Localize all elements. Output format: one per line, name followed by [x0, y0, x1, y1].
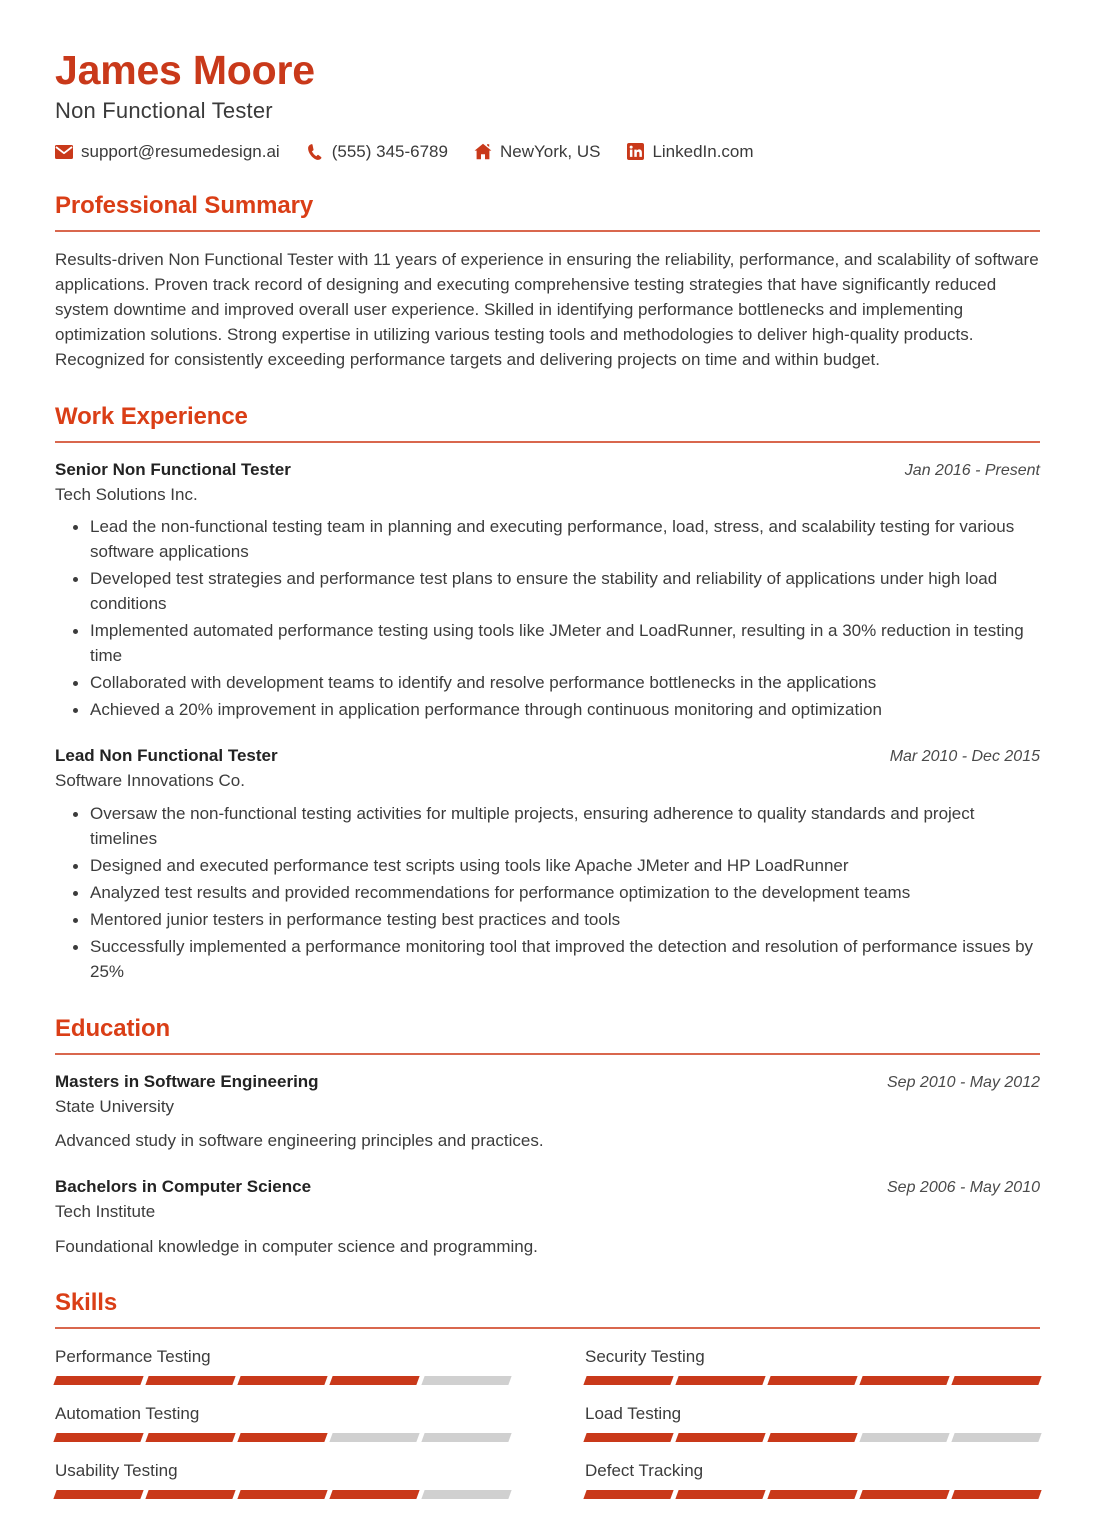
education-entry-head [55, 1071, 1040, 1094]
linkedin-icon [626, 143, 644, 161]
contact-phone-text: (555) 345-6789 [331, 141, 448, 161]
candidate-name: James Moore [55, 47, 315, 93]
list-item: Analyzed test results and provided recommendations for performance optimization to the development teams [55, 881, 1040, 906]
list-item: Oversaw the non-functional testing activities for multiple projects, ensuring adherence to quality standards and project timelines [55, 802, 1040, 852]
skill-segment [767, 1490, 857, 1499]
skill-name: Performance Testing [55, 1347, 211, 1367]
skill-name: Load Testing [585, 1403, 682, 1423]
experience-role: Senior Non Functional Tester [55, 459, 291, 479]
skill-segment [53, 1490, 143, 1499]
list-item: Implemented automated performance testing using tools like JMeter and LoadRunner, resulting in a 30% reduction in testing time [55, 619, 1040, 669]
contact-linkedin[interactable] [626, 142, 753, 162]
section-skills [55, 1289, 1040, 1515]
experience-dates: Mar 2010 - Dec 2015 [889, 748, 1040, 766]
education-entry-head [55, 1176, 1040, 1199]
contact-row [55, 142, 1040, 162]
skill-segment [421, 1433, 511, 1442]
skill-segment [859, 1490, 949, 1499]
experience-company: Software Innovations Co. [55, 771, 245, 791]
section-title-summary: Professional Summary [55, 191, 314, 219]
list-item: Mentored junior testers in performance testing best practices and tools [55, 908, 1040, 933]
contact-location-text: NewYork, US [499, 141, 601, 161]
phone-icon [306, 143, 324, 161]
skill-segment [583, 1433, 673, 1442]
skill-segment [329, 1433, 419, 1442]
section-divider [55, 441, 1040, 443]
section-work-experience [55, 403, 1040, 985]
skill-rating-bar [585, 1376, 1040, 1385]
skill-segment [237, 1433, 327, 1442]
skill-segment [675, 1376, 765, 1385]
envelope-icon [55, 143, 73, 161]
skill-segment [421, 1376, 511, 1385]
skill-segment [329, 1490, 419, 1499]
experience-entry-head [55, 745, 1040, 768]
skill-segment [53, 1433, 143, 1442]
education-school: State University [55, 1096, 175, 1116]
section-title-experience: Work Experience [55, 402, 248, 430]
skill-rating-bar [585, 1433, 1040, 1442]
contact-linkedin-text: LinkedIn.com [652, 141, 754, 161]
skill-segment [675, 1490, 765, 1499]
skill-segment [583, 1490, 673, 1499]
skill-name: Defect Tracking [585, 1460, 704, 1480]
skill-segment [145, 1376, 235, 1385]
experience-role: Lead Non Functional Tester [55, 746, 278, 766]
resume-header [55, 48, 1040, 162]
skill-segment [145, 1433, 235, 1442]
experience-entry [55, 745, 1040, 984]
skill-segment [237, 1490, 327, 1499]
list-item: Developed test strategies and performance test plans to ensure the stability and reliability of applications under high load conditions [55, 567, 1040, 617]
skill-segment [951, 1490, 1041, 1499]
section-education [55, 1015, 1040, 1259]
skill-segment [859, 1433, 949, 1442]
section-professional-summary [55, 192, 1040, 373]
experience-bullets [55, 802, 1040, 985]
skill-segment [53, 1376, 143, 1385]
education-dates: Sep 2006 - May 2010 [887, 1178, 1040, 1196]
education-description: Foundational knowledge in computer science and programming. [55, 1236, 538, 1256]
section-divider [55, 1053, 1040, 1055]
education-school: Tech Institute [55, 1201, 156, 1221]
skill-item [585, 1402, 1040, 1442]
skill-segment [951, 1433, 1041, 1442]
experience-bullets [55, 515, 1040, 723]
contact-phone[interactable] [306, 142, 448, 162]
contact-email-text: support@resumedesign.ai [81, 141, 280, 161]
experience-dates: Jan 2016 - Present [904, 461, 1040, 479]
skill-item [55, 1402, 510, 1442]
experience-company: Tech Solutions Inc. [55, 484, 198, 504]
experience-entry [55, 459, 1040, 723]
education-degree: Masters in Software Engineering [55, 1071, 319, 1091]
skill-rating-bar [55, 1490, 510, 1499]
list-item: Collaborated with development teams to identify and resolve performance bottlenecks in the applications [55, 671, 1040, 696]
skill-segment [767, 1433, 857, 1442]
skill-item [585, 1459, 1040, 1499]
skill-rating-bar [55, 1433, 510, 1442]
skill-name: Usability Testing [55, 1460, 178, 1480]
education-description: Advanced study in software engineering principles and practices. [55, 1131, 544, 1151]
education-entry [55, 1071, 1040, 1154]
list-item: Lead the non-functional testing team in planning and executing performance, load, stress, and scalability testing for various software applications [55, 515, 1040, 565]
skill-segment [583, 1376, 673, 1385]
skill-segment [951, 1376, 1041, 1385]
education-entry [55, 1176, 1040, 1259]
skill-item [585, 1345, 1040, 1385]
contact-email[interactable] [55, 142, 280, 162]
summary-text: Results-driven Non Functional Tester with 11 years of experience in ensuring the reliability, performance, and scalability of software applications. Proven track record of designing and executing comprehensive testing strategies that have significantly reduced system downtime and improved overall user experience. Skilled in identifying performance bottlenecks and implementing optimization solutions. Strong expertise in utilizing various testing tools and methodologies to deliver high-quality products. Recognized for consistently exceeding performance targets and delivering projects on time and within budget. [55, 249, 1039, 369]
skill-name: Security Testing [585, 1347, 705, 1367]
skill-segment [767, 1376, 857, 1385]
skill-segment [675, 1433, 765, 1442]
section-divider [55, 230, 1040, 232]
skill-rating-bar [585, 1490, 1040, 1499]
skill-item [55, 1345, 510, 1385]
home-icon [474, 143, 492, 161]
list-item: Successfully implemented a performance monitoring tool that improved the detection and resolution of performance issues by 25% [55, 935, 1040, 985]
section-divider [55, 1327, 1040, 1329]
experience-entry-head [55, 459, 1040, 482]
candidate-headline: Non Functional Tester [55, 97, 273, 123]
contact-location [474, 142, 600, 162]
education-dates: Sep 2010 - May 2012 [887, 1073, 1040, 1091]
list-item: Designed and executed performance test scripts using tools like Apache JMeter and HP LoadRunner [55, 854, 1040, 879]
list-item: Achieved a 20% improvement in application performance through continuous monitoring and optimization [55, 698, 1040, 723]
skill-segment [237, 1376, 327, 1385]
skill-item [55, 1459, 510, 1499]
skill-segment [329, 1376, 419, 1385]
skill-segment [145, 1490, 235, 1499]
section-title-education: Education [55, 1014, 171, 1042]
skill-rating-bar [55, 1376, 510, 1385]
education-degree: Bachelors in Computer Science [55, 1176, 312, 1196]
skill-segment [421, 1490, 511, 1499]
skills-grid [55, 1345, 1040, 1515]
skill-name: Automation Testing [55, 1403, 200, 1423]
section-title-skills: Skills [55, 1289, 118, 1317]
skill-segment [859, 1376, 949, 1385]
